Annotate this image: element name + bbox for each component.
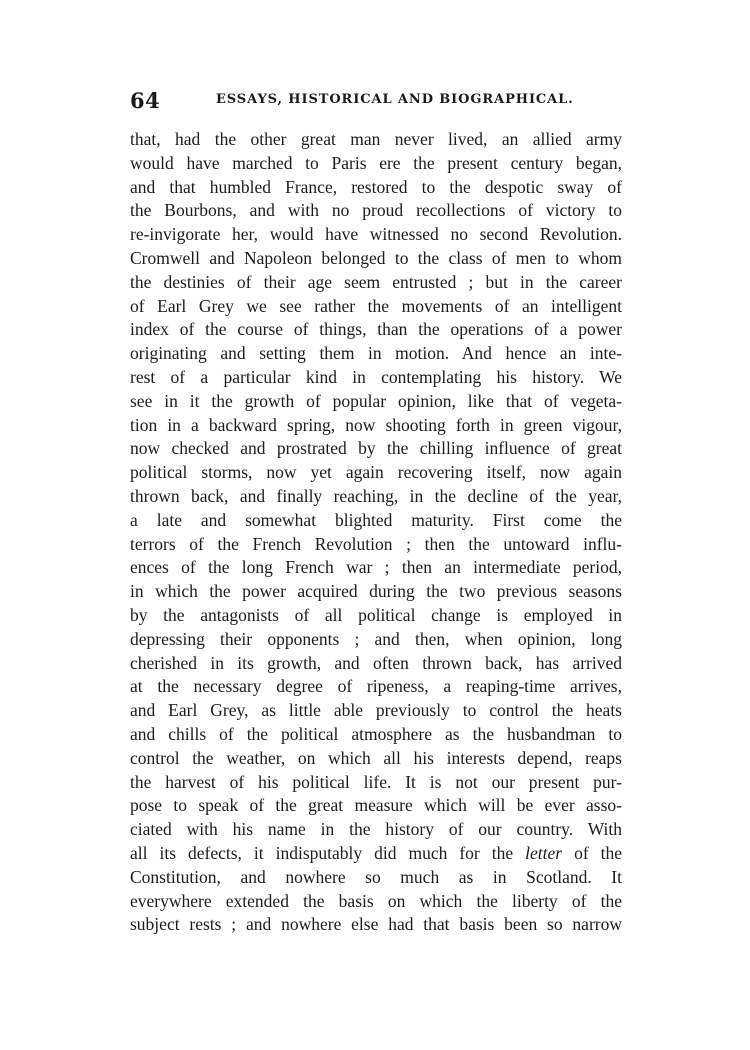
- text-line: the Bourbons, and with no proud recollections of victory to: [130, 200, 622, 221]
- text-line: re-invigorate her, would have witnessed no second Revolution.: [130, 224, 622, 245]
- text-line: tion in a backward spring, now shooting forth in green vigour,: [130, 414, 622, 435]
- text-line: originating and setting them in motion. And hence an inte-: [130, 343, 622, 364]
- text-line: terrors of the French Revolution ; then the untoward influ-: [130, 533, 622, 554]
- text-line: would have marched to Paris ere the present century began,: [130, 152, 622, 173]
- text-line: cherished in its growth, and often thrown back, has arrived: [130, 652, 622, 673]
- text-line: now checked and prostrated by the chilling influence of great: [130, 438, 622, 459]
- text-line: a late and somewhat blighted maturity. First come the: [130, 509, 622, 530]
- text-line: Constitution, and nowhere so much as in Scotland. It: [130, 866, 622, 887]
- text-line: ciated with his name in the history of our country. With: [130, 819, 622, 840]
- text-line: and that humbled France, restored to the despotic sway of: [130, 176, 622, 197]
- text-line: index of the course of things, than the operations of a power: [130, 319, 622, 340]
- text-line: pose to speak of the great measure which will be ever asso-: [130, 795, 622, 816]
- page-number: 64: [130, 88, 161, 113]
- text-line: the destinies of their age seem entrusted ; but in the career: [130, 271, 622, 292]
- text-line: and Earl Grey, as little able previously to control the heats: [130, 700, 622, 721]
- text-line: in which the power acquired during the two previous seasons: [130, 581, 622, 602]
- text-line: by the antagonists of all political change is employed in: [130, 604, 622, 625]
- text-line-segment: all its defects, it indisputably did much for the: [130, 842, 514, 863]
- text-line: thrown back, and finally reaching, in the decline of the year,: [130, 485, 622, 506]
- text-line: everywhere extended the basis on which the liberty of the: [130, 890, 622, 911]
- text-line: rest of a particular kind in contemplating his history. We: [130, 366, 622, 387]
- text-line: see in it the growth of popular opinion, like that of vegeta-: [130, 390, 622, 411]
- text-line: political storms, now yet again recovering itself, now again: [130, 462, 622, 483]
- text-line: subject rests ; and nowhere else had that basis been so narrow: [130, 914, 622, 935]
- text-line: that, had the other great man never lived, an allied army: [130, 129, 622, 149]
- text-line: at the necessary degree of ripeness, a reaping-time arrives,: [130, 676, 622, 697]
- text-line: ences of the long French war ; then an intermediate period,: [130, 557, 622, 578]
- body-text: [130, 128, 622, 937]
- text-line-with-italic: [130, 842, 622, 866]
- text-line: Cromwell and Napoleon belonged to the class of men to whom: [130, 247, 622, 268]
- text-line: the harvest of his political life. It is not our present pur-: [130, 771, 622, 792]
- text-line: depressing their opponents ; and then, when opinion, long: [130, 628, 622, 649]
- text-line: and chills of the political atmosphere as the husbandman to: [130, 723, 622, 744]
- running-head: ESSAYS, HISTORICAL AND BIOGRAPHICAL.: [216, 92, 574, 107]
- italic-word: letter: [525, 842, 563, 863]
- page-header: [130, 88, 622, 112]
- text-line-segment: of the: [574, 842, 623, 863]
- text-line: control the weather, on which all his interests depend, reaps: [130, 747, 622, 768]
- text-line: of Earl Grey we see rather the movements of an intelligent: [130, 295, 622, 316]
